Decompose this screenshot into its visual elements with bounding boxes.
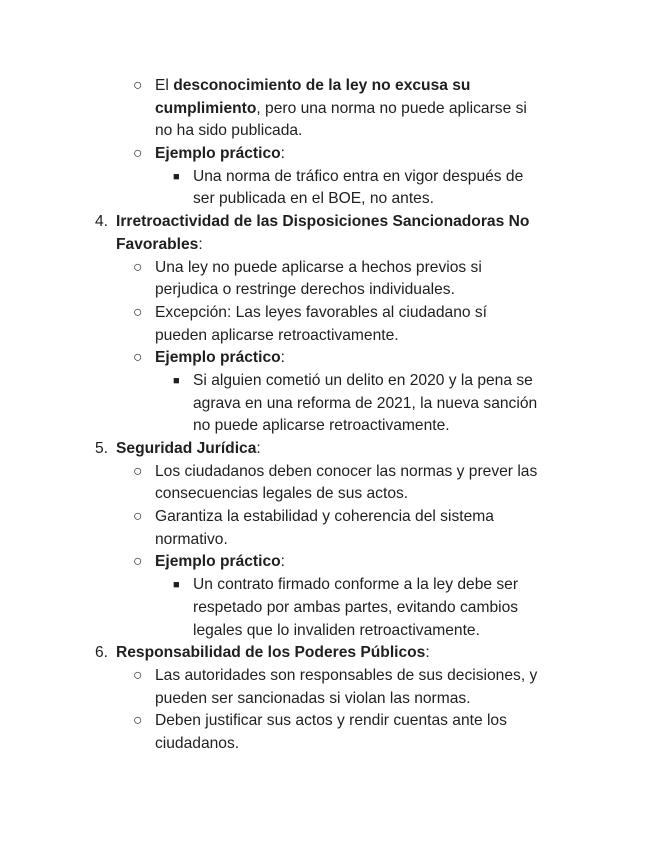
- example-item-cont: respetado por ambas partes, evitando cambios: [193, 598, 519, 616]
- section-heading-5: 5. Seguridad Jurídica:: [0, 438, 655, 461]
- example-item-cont: ser publicada en el BOE, no antes.: [193, 190, 434, 208]
- circle-bullet-icon: ○: [133, 666, 143, 684]
- list-item: ○ Las autoridades son responsables de sus decisiones, y: [0, 665, 655, 688]
- list-item-cont: no ha sido publicada.: [155, 122, 303, 140]
- circle-bullet-icon: ○: [133, 462, 143, 480]
- list-item-cont: normativo.: [155, 530, 228, 548]
- square-bullet-icon: ■: [173, 374, 180, 387]
- list-item: ○ El desconocimiento de la ley no excusa su: [0, 75, 655, 98]
- circle-bullet-icon: ○: [133, 712, 143, 730]
- list-item-cont: cumplimiento, pero una norma no puede aplicarse si: [155, 99, 527, 117]
- section-heading-4-cont: Favorables:: [116, 235, 203, 253]
- circle-bullet-icon: ○: [133, 349, 143, 367]
- example-item: ■ Si alguien cometió un delito en 2020 y la pena se: [0, 370, 655, 393]
- list-item-cont: pueden ser sancionadas si violan las normas.: [155, 689, 471, 707]
- list-number: 5.: [95, 440, 109, 457]
- example-item: ■ Una norma de tráfico entra en vigor después de: [0, 166, 655, 189]
- list-item-cont: pueden aplicarse retroactivamente.: [155, 326, 399, 344]
- list-item: ○ Excepción: Las leyes favorables al ciudadano sí: [0, 302, 655, 325]
- square-bullet-icon: ■: [173, 579, 180, 592]
- circle-bullet-icon: ○: [133, 508, 143, 526]
- circle-bullet-icon: ○: [133, 77, 143, 94]
- section-heading-6: 6. Responsabilidad de los Poderes Públicos:: [0, 642, 655, 665]
- section-heading-4: 4. Irretroactividad de las Disposiciones Sancionadoras No: [0, 211, 655, 234]
- list-item: ○ Garantiza la estabilidad y coherencia del sistema: [0, 506, 655, 529]
- list-item-cont: perjudica o restringe derechos individuales.: [155, 281, 455, 299]
- list-number: 6.: [95, 644, 109, 662]
- example-item: ■ Un contrato firmado conforme a la ley debe ser: [0, 574, 655, 597]
- circle-bullet-icon: ○: [133, 258, 143, 276]
- list-item: ○ Los ciudadanos deben conocer las normas y prever las: [0, 461, 655, 484]
- list-item: ○ Deben justificar sus actos y rendir cuentas ante los: [0, 710, 655, 733]
- example-label-item: ○ Ejemplo práctico:: [0, 143, 655, 166]
- example-label-item: ○ Ejemplo práctico:: [0, 551, 655, 574]
- example-item-cont: no puede aplicarse retroactivamente.: [193, 417, 450, 435]
- circle-bullet-icon: ○: [133, 303, 143, 321]
- document-body: [0, 75, 655, 756]
- list-number: 4.: [95, 213, 109, 231]
- example-item-cont: legales que lo invaliden retroactivamente.: [193, 621, 480, 639]
- list-item-cont: ciudadanos.: [155, 734, 240, 752]
- circle-bullet-icon: ○: [133, 145, 143, 163]
- list-item: ○ Una ley no puede aplicarse a hechos previos si: [0, 257, 655, 280]
- example-label-item: ○ Ejemplo práctico:: [0, 347, 655, 370]
- circle-bullet-icon: ○: [133, 553, 143, 571]
- square-bullet-icon: ■: [173, 170, 180, 183]
- example-item-cont: agrava en una reforma de 2021, la nueva sanción: [193, 394, 538, 412]
- list-item-cont: consecuencias legales de sus actos.: [155, 485, 409, 503]
